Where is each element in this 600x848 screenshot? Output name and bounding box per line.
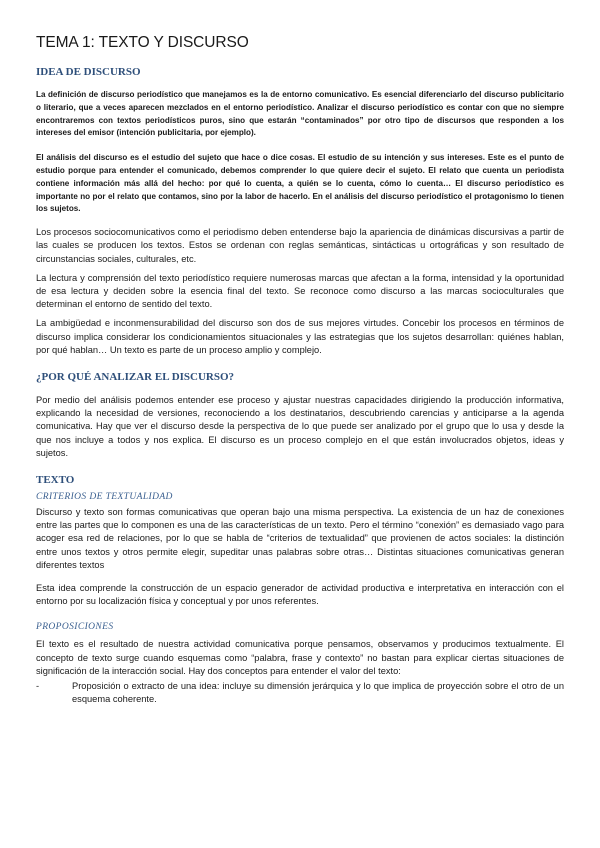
section-heading-porque: ¿POR QUÉ ANALIZAR EL DISCURSO? [36,371,235,383]
subheading-proposiciones: PROPOSICIONES [36,622,114,633]
section-heading-texto: TEXTO [36,474,75,487]
paragraph-idea-1: Los procesos sociocomunicativos como el periodismo deben entenderse bajo la apariencia de dinámicas discursivas a partir de las cuales se producen los textos. Estos se ordenan con reglas semánticas, sintácticas u ortográficas y son resultado de circunstancias sociales, culturales, etc. [36,227,564,264]
paragraph-idea-2: La lectura y comprensión del texto periodístico requiere numerosas marcas que afectan a la forma, intensidad y la oportunidad de esa lectura y deciden sobre la esencia final del texto. Se reconoce como discurso a las marcas socioculturales que determinan el entorno de sentido del texto. [36,272,564,310]
paragraph-porque-1: Por medio del análisis podemos entender ese proceso y ajustar nuestras capacidades dirigiendo la producción informativa, explicando la necesidad de versiones, reconociendo a los destinatarios, descubriendo carencias y anticiparse a la agenda comunicativa. Hay que ver el discurso desde la perspectiva de lo que puede ser analizado por el grupo que lo usa y desde la que nos incluye a todos y nos explica. El discurso es un proceso complejo en el que están involucrados objetos, ideas y sujetos. [36,395,564,458]
bold-paragraph-2: El análisis del discurso es el estudio del sujeto que hace o dice cosas. El estudio de su intención y sus intereses. Este es el punto de estudio porque para entender el comunicado, debemos comprender lo que quiere decir el sujeto. El relato que cuenta un periodista contiene información más allá del hecho: por qué lo cuenta, a quién se lo cuenta, cómo lo cuenta… El discurso periodístico es importante no por el relato que contamos, sino por la labor de hacerlo. En el análisis del discurso periodístico el protagonismo lo tienen los sujetos. [36,153,564,214]
proposiciones-list [36,680,564,706]
list-item [36,680,564,706]
paragraph-criterios-1: Discurso y texto son formas comunicativas que operan bajo una misma perspectiva. La existencia de un haz de conexiones entre las partes que lo componen es una de las características de un texto. Pero el término “conexión” es demasiado vago para acoger esa red de relaciones, por lo que se habla de “criterios de textualidad” que provienen de actos sociales: la distinción entre unos textos y otros permite elegir, supeditar unas palabras sobre otras… Distintas situaciones comunicativas generan diferentes textos [36,507,564,570]
bold-paragraph-1: La definición de discurso periodístico que manejamos es la de entorno comunicativo. Es esencial diferenciarlo del discurso publicitario o literario, que a veces aparecen mezclados en el entorno periodístico. Analizar el discurso periodístico es contar con que no siempre encontraremos con textos periodísticos puros, sino que estarán “contaminados” por otro tipo de discursos que responden a los intereses del emisor (intención publicitaria, por ejemplo). [36,90,564,138]
paragraph-idea-3: La ambigüedad e inconmensurabilidad del discurso son dos de sus mejores virtudes. Concebir los procesos en términos de discurso implica considerar los condicionamientos situacionales y las estrategias que los sujetos desarrollan: quiénes hablan, por qué hablan… Un texto es parte de un proceso amplio y complejo. [36,318,564,355]
list-dash-marker: - [36,681,40,692]
paragraph-criterios-2: Esta idea comprende la construcción de un espacio generador de actividad productiva e interpretativa en interacción con el entorno por su localización física y conceptual y por unos referentes. [36,583,564,607]
subheading-criterios: CRITERIOS DE TEXTUALIDAD [36,492,173,503]
page-title: TEMA 1: TEXTO Y DISCURSO [36,34,249,51]
list-item-text: Proposición o extracto de una idea: incluye su dimensión jerárquica y lo que implica de proyección sobre el otro de un esquema coherente. [72,681,564,705]
paragraph-proposiciones-1: El texto es el resultado de nuestra actividad comunicativa porque pensamos, observamos y producimos textualmente. El concepto de texto surge cuando esquemas como “palabra, frase y contexto” no bastan para explicar ciertas situaciones de significación de la interacción social. Hay dos conceptos para entender el valor del texto: [36,639,564,676]
section-heading-idea: IDEA DE DISCURSO [36,66,141,78]
